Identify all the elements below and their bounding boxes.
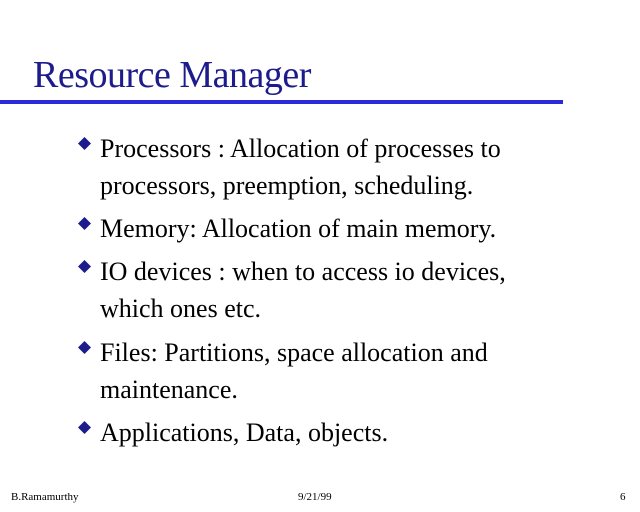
diamond-icon <box>78 217 91 230</box>
diamond-icon <box>78 341 91 354</box>
bullet-line: IO devices : when to access io devices, <box>100 257 506 286</box>
bullet-text <box>100 334 488 408</box>
bullet-line: Memory: Allocation of main memory. <box>100 214 497 243</box>
bullet-line: Applications, Data, objects. <box>100 418 389 447</box>
bullet-line: Processors : Allocation of processes to <box>100 134 501 163</box>
footer-date: 9/21/99 <box>298 491 332 503</box>
bullet-line: processors, preemption, scheduling. <box>100 171 474 200</box>
diamond-icon <box>78 260 91 273</box>
slide-title: Resource Manager <box>33 54 311 96</box>
bullet-line: which ones etc. <box>100 294 262 323</box>
bullet-text <box>100 414 388 451</box>
bullet-line: maintenance. <box>100 375 238 404</box>
bullet-text <box>100 210 496 247</box>
bullet-text <box>100 253 506 327</box>
footer-page-number: 6 <box>620 491 626 503</box>
bullet-text <box>100 130 501 204</box>
diamond-icon <box>78 137 91 150</box>
footer-author: B.Ramamurthy <box>11 491 79 503</box>
bullet-line: Files: Partitions, space allocation and <box>100 338 488 367</box>
diamond-icon <box>78 421 91 434</box>
